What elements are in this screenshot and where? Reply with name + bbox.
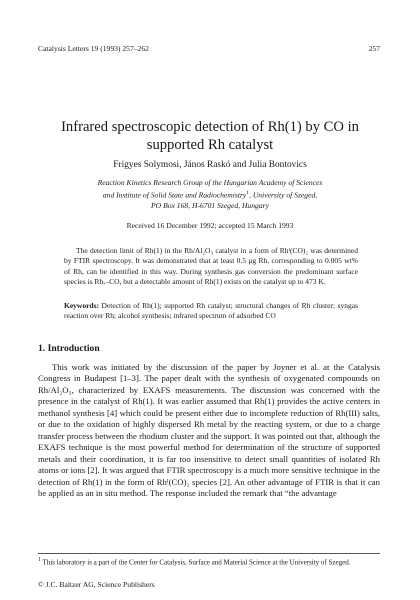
abstract: The detection limit of Rh(1) in the Rh/Al₂O₃ catalyst in a form of Rhᴵ(CO)₂ was determined by FTIR spectroscopy. It was demonstrated that at least 0.5 μg Rh, corresponding to 0.005 wt% of Rh, can be identified in this way. During synthesis gas conversion the predominant surface species is Rhₓ–CO, but a detectable amount of Rh(1) exists on the catalyst up to 473 K. — [64, 246, 358, 286]
footnote-mark: 1 — [38, 557, 41, 563]
running-head — [38, 44, 380, 53]
journal-citation: Catalysis Letters 19 (1993) 257–262 — [38, 44, 149, 53]
affiliation-line-2: and Institute of Solid State and Radiochemistry — [102, 190, 247, 200]
affiliation-line-2-tail: , University of Szeged, — [249, 190, 318, 200]
article-title: Infrared spectroscopic detection of Rh(1) by CO in supported Rh catalyst — [61, 119, 359, 153]
keywords-label: Keywords: — [64, 301, 99, 310]
publisher-copyright: © J.C. Baltzer AG, Science Publishers — [38, 580, 155, 589]
page-number: 257 — [368, 44, 380, 53]
keywords — [64, 301, 358, 322]
affiliation-line-1: Reaction Kinetics Research Group of the Hungarian Academy of Sciences — [97, 178, 323, 187]
footnote-rule — [38, 553, 380, 554]
footnote-text: This laboratory is a part of the Center for Catalysis, Surface and Material Science at the University of Szeged. — [40, 558, 351, 567]
affiliation — [60, 178, 360, 212]
section-heading: 1. Introduction — [38, 343, 100, 354]
author-list: Frigyes Solymosi, János Raskó and Julia Bontovics — [113, 160, 307, 170]
affiliation-line-3: PO Box 168, H-6701 Szeged, Hungary — [151, 201, 269, 211]
footnote — [38, 556, 378, 568]
footnote-marker: 1 — [246, 190, 250, 197]
body-paragraph: This work was initiated by the discussion of the paper by Joyner et al. at the Catalysis Congress in Budapest [1–3]. The paper dealt with the synthesis of oxygenated compounds on Rh/Al₂O₃, characterized by EXAFS measurements. The discussion was concerned with the presence in the catalyst of Rh(1). It was earlier assumed that Rh(1) provides the active centers in methanol synthesis [4] which could be present either due to incomplete reduction of Rh(III) salts, or due to the oxidation of highly dispersed Rh metal by the reacting system, or due to a charge transfer process between the rhodium cluster and the support. It was pointed out that, although the EXAFS technique is the most powerful method for determination of the structure of supported metals and their coordination, it is far too insensitive to detect small quantities of isolated Rh atoms or ions [2]. It was argued that FTIR spectroscopy is a much more sensitive technique in the detection of Rh(1) in the form of Rhᴵ(CO)₂ species [2]. An other advantage of FTIR is that it can be applied as an in situ method. The response included the remark that “the advantage — [38, 362, 380, 498]
received-dates: Received 16 December 1992; accepted 15 March 1993 — [126, 221, 294, 230]
keywords-text: Detection of Rh(1); supported Rh catalyst; structural changes of Rh cluster; syngas reaction over Rh; alcohol synthesis; infrared spectrum of adsorbed CO — [64, 301, 358, 321]
